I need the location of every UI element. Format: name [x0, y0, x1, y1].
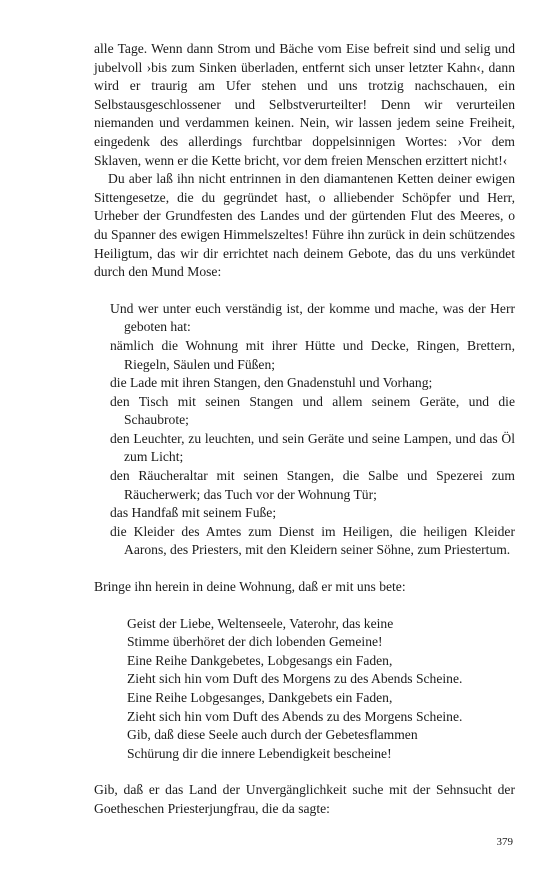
page-number: 379	[496, 836, 513, 848]
paragraph-4: Gib, daß er das Land der Unvergänglichkeit suche mit der Sehnsucht der Goetheschen Priesterjungfrau, die da sagte:	[94, 782, 515, 816]
poem-line: Eine Reihe Dankgebetes, Lobgesangs ein Faden,	[127, 652, 393, 668]
excerpt-line: den Tisch mit seinen Stangen und allem seinem Geräte, und die Schaubrote;	[110, 393, 515, 428]
excerpt-line: das Handfaß mit seinem Fuße;	[110, 505, 277, 521]
excerpt-line: Und wer unter euch verständig ist, der komme und mache, was der Herr geboten hat:	[110, 300, 515, 335]
poem-line: Stimme überhöret der dich lobenden Gemeine!	[127, 634, 383, 650]
paragraph-3: Bringe ihn herein in deine Wohnung, daß er mit uns bete:	[94, 579, 406, 595]
poem-line: Schürung dir die innere Lebendigkeit bescheine!	[127, 745, 392, 761]
excerpt-line: die Lade mit ihren Stangen, den Gnadenstuhl und Vorhang;	[110, 375, 433, 391]
poem-line: Geist der Liebe, Weltenseele, Vaterohr, das keine	[127, 615, 394, 631]
paragraph-2: Du aber laß ihn nicht entrinnen in den diamantenen Ketten deiner ewigen Sittengesetze, die du gegründet hast, o alliebender Schöpfer und Herr, Urheber der Grundfesten des Landes und der gürtenden Flut des Meeres, o du Spanner des ewigen Himmelszeltes! Führe ihn zurück in dein schützendes Heiligtum, das wir dir errichtet nach deinem Gebote, das du uns verkündet durch den Mund Mose:	[94, 171, 515, 280]
poem-line: Eine Reihe Lobgesanges, Dankgebets ein Faden,	[127, 690, 393, 705]
excerpt-line: nämlich die Wohnung mit ihrer Hütte und Decke, Ringen, Brettern, Riegeln, Säulen und Füßen;	[110, 337, 515, 372]
excerpt-line: die Kleider des Amtes zum Dienst im Heiligen, die heiligen Kleider Aarons, des Priesters, mit den Kleidern seiner Söhne, zum Priestertum.	[110, 523, 515, 558]
scripture-excerpt	[94, 300, 515, 560]
excerpt-line: den Räucheraltar mit seinen Stangen, die Salbe und Spezerei zum Räucherwerk; das Tuch vor der Wohnung Tür;	[110, 468, 515, 502]
poem-line: Gib, daß diese Seele auch durch der Gebetesflammen	[127, 727, 418, 743]
poem-line: Zieht sich hin vom Duft des Abends zu des Morgens Scheine.	[127, 708, 463, 724]
excerpt-line: den Leuchter, zu leuchten, und sein Geräte und seine Lampen, und das Öl zum Licht;	[110, 430, 515, 465]
page-body	[94, 40, 515, 819]
paragraph-1: alle Tage. Wenn dann Strom und Bäche vom Eise befreit sind und selig und jubelvoll ›bis zum Sinken überladen, entfernt sich unser letzter Kahn‹, dann wird er traurig am Ufer stehen und uns trotzig nachschauen, ein Selbstausgeschlossener und Selbstverurteilter! Denn wir verurteilen niemanden und verdammen keinen. Nein, wir lassen jedem seine Freiheit, eingedenk des allerdings furchtbar doppelsinnigen Wortes: ›Vor dem Sklaven, wenn er die Kette bricht, vor dem freien Menschen erzittert nicht!‹	[94, 41, 515, 168]
poem	[127, 615, 515, 764]
poem-line: Zieht sich hin vom Duft des Morgens zu des Abends Scheine.	[127, 671, 463, 687]
